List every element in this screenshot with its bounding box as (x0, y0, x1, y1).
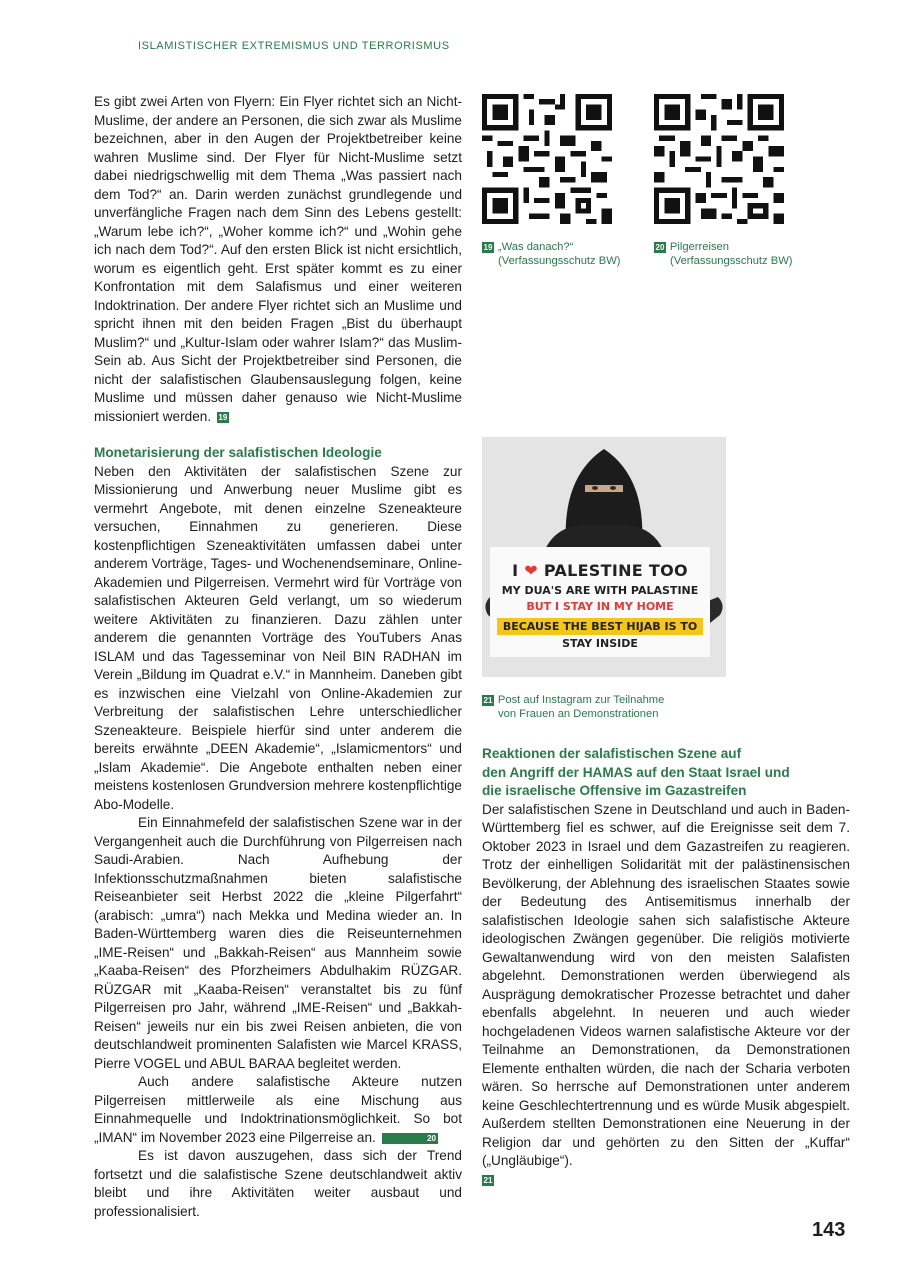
page-number: 143 (812, 1219, 846, 1241)
reference-marker-20: 20 (382, 1133, 438, 1144)
section-heading-reaktionen: Reaktionen der salafistischen Szene auf den Angriff der HAMAS auf den Staat Israel und die israelische Offensive im Gazastreifen (482, 746, 790, 798)
heart-icon: ❤ (524, 561, 538, 580)
running-header: ISLAMISTISCHER EXTREMISMUS UND TERRORISMUS (138, 40, 450, 52)
instagram-post-image (482, 437, 726, 677)
section-heading-monetarisierung: Monetarisierung der salafistischen Ideologie (94, 445, 382, 460)
reference-marker-19: 19 (483, 243, 493, 252)
reference-marker-21: 21 (483, 1175, 493, 1185)
qr-code-20[interactable] (654, 94, 784, 224)
paragraph-reaktionen: Der salafistischen Szene in Deutschland und auch in Baden-Württemberg fiel es schwer, auf die Ereignisse seit dem 7. Oktober 2023 in Israel und dem Gazastreifen zu reagieren. Trotz der einhelligen Solidarität mit der palästinensischen Bevölkerung, der Ablehnung des israelischen Staates sowie der Bedeutung des Antisemitismus innerhalb der salafistischen Ideologie sahen sich salafistische Akteure ideologischen Zwängen gegenüber. Die religiös motivierte Gewaltanwendung wird von den meisten Salafisten abgelehnt. Demonstrationen werden überwiegend als Ausprägung demokratischer Prozesse betrachtet und daher ebenfalls abgelehnt. In neueren und auch wieder hochgeladenen Videos warnen salafistische Akteure vor der Teilnahme an Demonstrationen, da Demonstrationen Elemente enthalten würden, die nach der Scharia verboten wären. So herrsche auf Demonstrationen unter anderem keine Geschlechtertrennung und es würde Musik abgespielt. Außerdem stellten Demonstrationen eine Neuerung in der Religion dar und gehörten zu den Sitten der „Kuffar“ („Ungläubige“). (482, 801, 850, 1168)
qr-code-19[interactable] (482, 94, 612, 224)
photo-caption-21: 21 Post auf Instagram zur Teilnahme von Frauen an Demonstrationen (483, 694, 665, 720)
qr-caption-20: 20 Pilgerreisen (Verfassungsschutz BW) (655, 241, 793, 267)
reference-marker-20: 20 (655, 243, 665, 252)
left-column (94, 93, 462, 1221)
paragraph-monetarisierung: Neben den Aktivitäten der salafistischen Szene zur Missionierung und Anwerbung neuer Muslime gibt es vermehrt Angebote, mit denen einzelne Szeneakteure versuchen, Einnahmen zu generieren. Diese kostenpflichtigen Szeneaktivitäten umfassen dabei unter anderem Vorträge, Tages- und Wochenendseminare, Online-Akademien und Pilgerreisen. Vermehrt wird für Vorträge von salafistischen Akteuren Geld verlangt, um so wiederum weitere Aktivitäten zu finanzieren. Dazu zählen unter anderem die genannten Vorträge des YouTubers Anas ISLAM und das Tagesseminar von Neil BIN RADHAN im Verein „Bildung im Quadrat e.V.“ in Mannheim. Daneben gibt es inzwischen eine Vielzahl von Online-Akademien zur Verbreitung der salafistischen Lehre unterschiedlicher Szeneakteure. Beispiele hierfür sind unter anderem die bereits erwähnte „DEEN Akademie“, „Islamicmentors“ und „Islam Akademie“. Die Angebote enthalten neben einer meistens kostenlosen Grundversion mehrere kostenpflichtige Abo-Modelle. (94, 463, 462, 812)
reference-marker-21: 21 (483, 696, 493, 705)
qr-caption-19: 19 „Was danach?“ (Verfassungsschutz BW) (483, 241, 621, 267)
paragraph-pilgerreisen: Ein Einnahmefeld der salafistischen Szene war in der Vergangenheit auch die Durchführung von Pilgerreisen nach Saudi-Arabien. Nach Aufhebung der Infektionsschutzmaßnahmen bieten salafistische Reiseanbieter seit Herbst 2022 die „kleine Pilgerfahrt“ (arabisch: „umra“) nach Mekka und Medina wieder an. In Baden-Württemberg waren dies die Reiseunternehmen „IME-Reisen“ und „Bakkah-Reisen“ aus Mannheim sowie „Kaaba-Reisen“ des Pforzheimers Abdulhakim RÜZGAR. RÜZGAR mit „Kaaba-Reisen“ veranstaltet bis zu fünf Pilgerreisen pro Jahr, während „IME-Reisen“ und „Bakkah-Reisen“ jeweils nur ein bis zwei Reisen anbieten, die von deutschlandweit prominenten Salafisten wie Marcel KRASS, Pierre VOGEL und ABUL BARAA begleitet werden. (94, 815, 462, 1071)
paragraph-trend: Es ist davon auszugehen, dass sich der Trend fortsetzt und die salafistische Szene deutschlandweit aktiv bleibt und ihre Aktivitäten weiter ausbaut und professionalisiert. (94, 1148, 462, 1219)
qr-code-icon (654, 94, 784, 224)
protest-sign: I ❤ PALESTINE TOO MY DUA'S ARE WITH PALASTINE BUT I STAY IN MY HOME BECAUSE THE BEST HIJAB IS TO STAY INSIDE (490, 547, 710, 657)
qr-code-icon (482, 94, 612, 224)
paragraph-pilgerreisen-iman: Auch andere salafistische Akteure nutzen Pilgerreisen mittlerweile als eine Mischung aus Einnahmequelle und Indoktrinationsmöglichkeit. So bot „IMAN“ im November 2023 eine Pilgerreise an. 20 (94, 1074, 462, 1145)
reference-marker-19: 19 (218, 412, 228, 422)
paragraph-flyer: Es gibt zwei Arten von Flyern: Ein Flyer richtet sich an Nicht-Muslime, der andere an Personen, die sich zwar als Muslime bezeichnen, aber in den Augen der Projektbetreiber keine wahren Muslime sind. Der Flyer für Nicht-Muslime setzt dabei niedrigschwellig mit dem Thema „Was passiert nach dem Tod?“ an. Darin werden zunächst grundlegende und unverfängliche Fragen nach dem Sinn des Lebens gestellt: „Warum lebe ich?“, „Woher komme ich?“ und „Wohin gehe ich nach dem Tod?“. Auf den ersten Blick ist nicht ersichtlich, worum es eigentlich geht. Erst später kommt es zu einer Konfrontation mit dem Salafismus und einer weiteren Indoktrination. Der andere Flyer richtet sich an Muslime und spricht ihnen mit den beiden Fragen „Bist du überhaupt Muslim?“ und „Kultur-Islam oder wahrer Islam?“ das Muslim-Sein ab. Aus Sicht der Projektbetreiber sind Personen, die nicht der salafistischen Glaubensauslegung folgen, keine Muslime und müssen daher genauso wie Nicht-Muslime missioniert werden. 19 (94, 94, 462, 424)
right-column (482, 745, 850, 1189)
